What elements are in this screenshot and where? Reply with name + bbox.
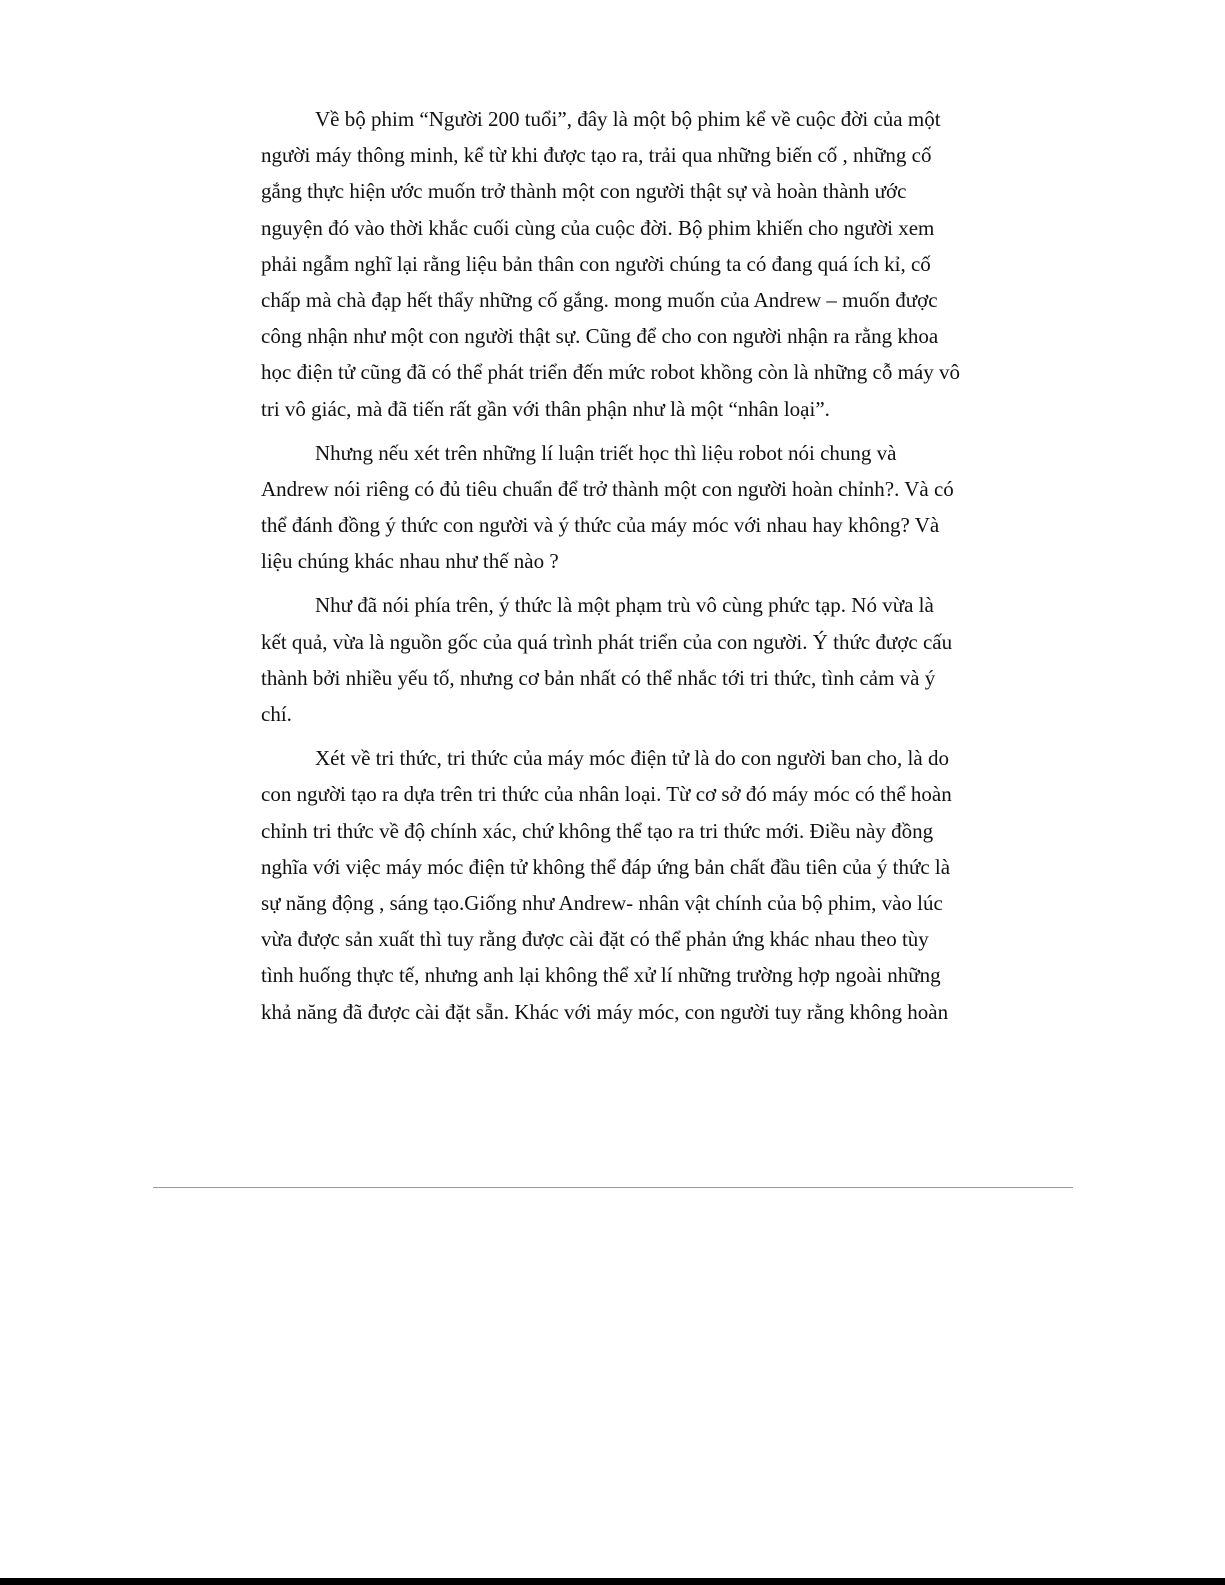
window-bottom-edge <box>0 1578 1225 1585</box>
text-line: chấp mà chà đạp hết thẩy những cố gắng. mong muốn của Andrew – muốn được <box>261 287 938 312</box>
text-line: thành bởi nhiều yếu tố, nhưng cơ bản nhất có thể nhắc tới tri thức, tình cảm và ý <box>261 665 936 690</box>
text-line: chỉnh tri thức về độ chính xác, chứ không thể tạo ra tri thức mới. Điều này đồng <box>261 818 934 843</box>
text-line: thể đánh đồng ý thức con người và ý thức của máy móc với nhau hay không? Và <box>261 513 940 538</box>
text-line: con người tạo ra dựa trên tri thức của nhân loại. Từ cơ sở đó máy móc có thể hoàn <box>261 782 952 807</box>
text-line: khả năng đã được cài đặt sẵn. Khác với máy móc, con người tuy rằng không hoàn <box>261 999 949 1024</box>
text-line: công nhận như một con người thật sự. Cũng để cho con người nhận ra rằng khoa <box>261 324 939 349</box>
text-line: Như đã nói phía trên, ý thức là một phạm trù vô cùng phức tạp. Nó vừa là <box>315 593 934 618</box>
text-line: liệu chúng khác nhau như thế nào ? <box>261 549 559 574</box>
text-line: sự năng động , sáng tạo.Giống như Andrew- nhân vật chính của bộ phim, vào lúc <box>261 890 943 915</box>
text-line: nghĩa với việc máy móc điện tử không thể đáp ứng bản chất đầu tiên của ý thức là <box>261 854 951 879</box>
document-body <box>261 101 961 1038</box>
paragraph-2 <box>261 435 961 580</box>
text-line: tình huống thực tế, nhưng anh lại không thể xử lí những trường hợp ngoài những <box>261 963 941 988</box>
paragraph-4 <box>261 740 961 1030</box>
text-line: Nhưng nếu xét trên những lí luận triết học thì liệu robot nói chung và <box>315 440 897 465</box>
text-line: người máy thông minh, kể từ khi được tạo ra, trải qua những biến cố , những cố <box>261 143 932 168</box>
text-line: nguyện đó vào thời khắc cuối cùng của cuộc đời. Bộ phim khiến cho người xem <box>261 215 935 240</box>
text-line: kết quả, vừa là nguồn gốc của quá trình phát triển của con người. Ý thức được cấu <box>261 629 953 654</box>
text-line: phải ngẫm nghĩ lại rằng liệu bản thân con người chúng ta có đang quá ích kỉ, cố <box>261 251 931 276</box>
text-line: Andrew nói riêng có đủ tiêu chuẩn để trở thành một con người hoàn chỉnh?. Và có <box>261 476 954 501</box>
text-line: tri vô giác, mà đã tiến rất gần với thân phận như là một “nhân loại”. <box>261 396 830 421</box>
paragraph-3 <box>261 587 961 732</box>
text-line: chí. <box>261 702 292 726</box>
text-line: học điện tử cũng đã có thể phát triển đến mức robot khồng còn là những cỗ máy vô <box>261 360 960 385</box>
text-line: vừa được sản xuất thì tuy rằng được cài đặt có thể phản ứng khác nhau theo tùy <box>261 927 929 952</box>
paragraph-1 <box>261 101 961 427</box>
text-line: gắng thực hiện ước muốn trở thành một con người thật sự và hoàn thành ước <box>261 179 907 204</box>
text-line: Xét về tri thức, tri thức của máy móc điện tử là do con người ban cho, là do <box>315 746 949 771</box>
text-line: Về bộ phim “Người 200 tuổi”, đây là một bộ phim kể về cuộc đời của một <box>315 107 941 131</box>
page-break-divider <box>153 1187 1073 1188</box>
